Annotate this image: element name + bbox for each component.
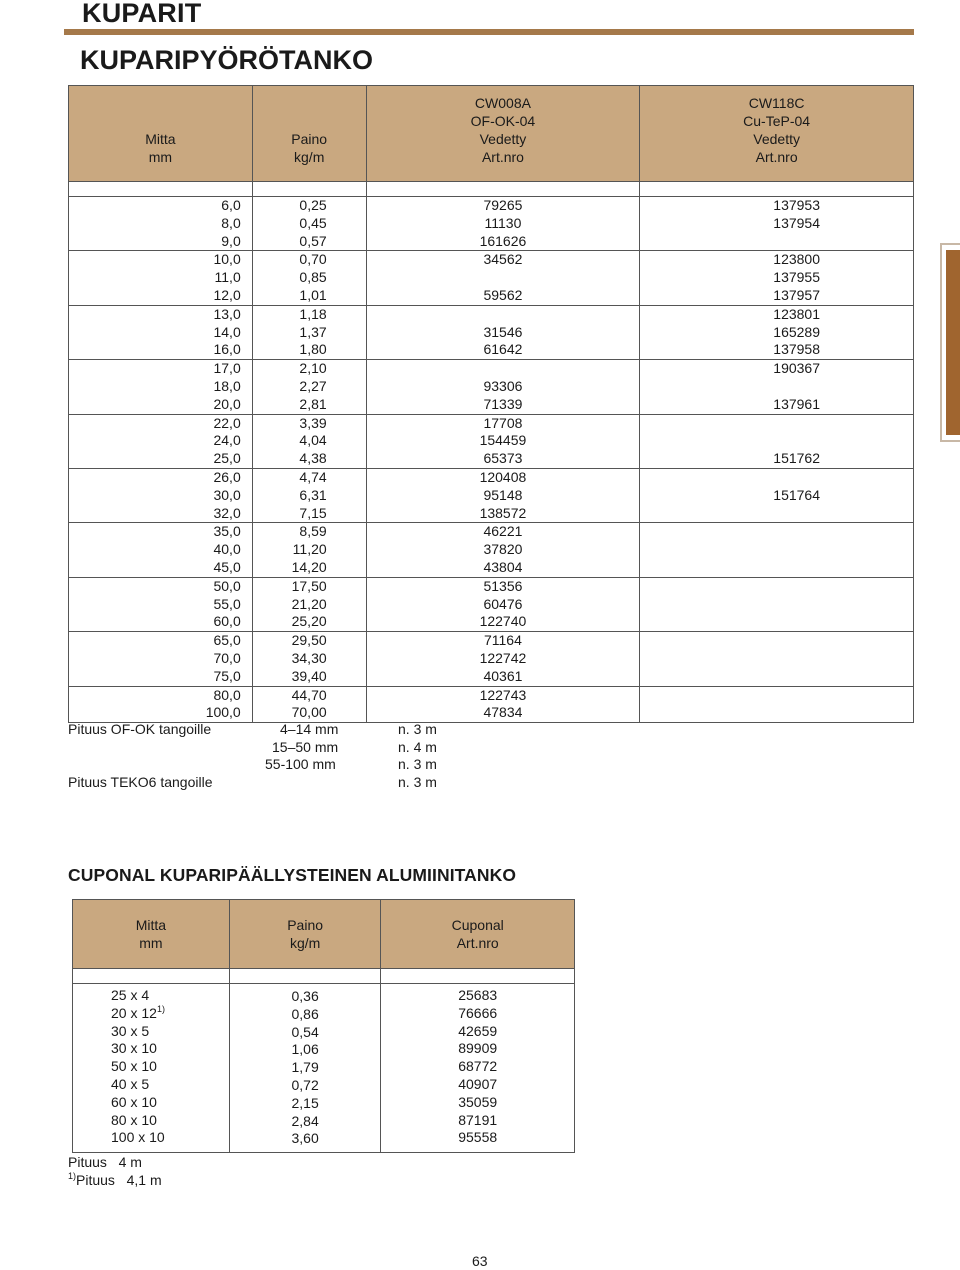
cuponal-art-value: 76666 <box>458 1004 498 1021</box>
table-cell-value: 8,0 <box>221 214 241 231</box>
table-cell-value: 17708 <box>483 414 523 431</box>
table-cell-value: 20,0 <box>213 395 241 412</box>
table-cell-value: 26,0 <box>213 468 241 485</box>
cw008a-cell <box>366 577 640 631</box>
table-cell-value: 14,0 <box>213 323 241 340</box>
cuponal-paino-value: 3,60 <box>291 1130 319 1147</box>
table-cell-value: 123800 <box>773 251 820 268</box>
table-cell-value: 100,0 <box>205 704 241 721</box>
mitta-cell <box>69 523 253 577</box>
table-cell-value: 13,0 <box>213 305 241 322</box>
mitta-cell <box>69 468 253 522</box>
table-cell-value: 17,0 <box>213 360 241 377</box>
cw118c-cell <box>640 360 914 414</box>
cuponal-mitta-value <box>111 1023 229 1041</box>
table-cell-value: 122743 <box>479 686 527 703</box>
table-cell-value: 34,30 <box>291 649 327 666</box>
cuponal-mitta-text: 20 x 12 <box>111 1004 157 1021</box>
cw118c-cell <box>640 686 914 723</box>
table-cell-value: 3,39 <box>299 414 327 431</box>
length-value-2: n. 4 m <box>398 739 437 755</box>
section-title: KUPARIT <box>82 0 202 28</box>
table-cell-value: 60,0 <box>213 613 241 630</box>
table-row-group <box>69 414 914 468</box>
cuponal-mitta-text: 80 x 10 <box>111 1111 157 1128</box>
table-cell-value: 71164 <box>483 632 522 649</box>
table-cell-value: 7,15 <box>299 504 327 521</box>
table-cell-value: 11130 <box>484 214 522 231</box>
table-cell-value: 31546 <box>483 323 523 340</box>
header-line: mm <box>139 935 163 951</box>
cuponal-length-label-2: Pituus <box>76 1172 115 1188</box>
table-cell-value <box>640 668 820 686</box>
table-cell-value <box>640 578 820 596</box>
table-cell-value <box>640 650 820 668</box>
cuponal-mitta-value <box>111 1129 229 1147</box>
cuponal-paino-value: 1,06 <box>291 1041 319 1058</box>
paino-cell <box>252 197 366 251</box>
length-range-1: 4–14 mm <box>280 721 339 737</box>
header-line: kg/m <box>289 935 321 951</box>
table-cell-value: 37820 <box>483 541 523 558</box>
header-cw008a <box>366 86 640 182</box>
cuponal-art-value: 89909 <box>458 1040 498 1057</box>
cw118c-cell <box>640 305 914 359</box>
table-cell-value: 18,0 <box>213 377 241 394</box>
cuponal-paino-col <box>229 984 381 1153</box>
cuponal-mitta-text: 30 x 10 <box>111 1040 157 1057</box>
cuponal-length-value: 4 m <box>118 1154 142 1170</box>
table-cell-value: 10,0 <box>213 251 241 268</box>
table-cell-value: 95148 <box>483 486 523 503</box>
cuponal-art-value: 40907 <box>458 1075 498 1092</box>
mitta-cell <box>69 197 253 251</box>
cuponal-art-value: 95558 <box>458 1129 498 1146</box>
table-cell-value <box>640 632 820 650</box>
cuponal-spacer <box>73 969 575 984</box>
header-mitta <box>69 86 253 182</box>
cuponal-art-value: 25683 <box>458 987 498 1003</box>
cuponal-art-value: 68772 <box>458 1058 498 1075</box>
table-cell-value: 0,85 <box>299 269 327 286</box>
table-cell-value: 137957 <box>773 286 820 303</box>
cuponal-paino-value: 2,84 <box>291 1112 319 1129</box>
header-line: mm <box>148 149 173 165</box>
table-cell-value: 11,0 <box>214 269 241 286</box>
table-cell-value: 138572 <box>479 504 527 521</box>
table-cell-value: 11,20 <box>292 541 327 558</box>
table-row-group <box>69 251 914 305</box>
cuponal-paino-value: 0,36 <box>291 988 319 1004</box>
table-cell-value: 1,37 <box>299 323 327 340</box>
table-cell-value <box>640 469 820 487</box>
length-value-4: n. 3 m <box>398 774 437 790</box>
table-cell-value: 6,0 <box>221 197 241 213</box>
cuponal-mitta-text: 25 x 4 <box>111 987 150 1003</box>
cw008a-cell <box>366 414 640 468</box>
table-cell-value <box>640 704 820 722</box>
cuponal-mitta-text: 50 x 10 <box>111 1058 157 1075</box>
table-cell-value: 1,18 <box>299 305 327 322</box>
table-cell-value: 39,40 <box>291 667 327 684</box>
header-line: Art.nro <box>456 935 499 951</box>
table-cell-value: 55,0 <box>213 595 241 612</box>
cuponal-length-note-2 <box>68 1171 162 1189</box>
cw008a-cell <box>366 468 640 522</box>
length-range-3: 55-100 mm <box>265 756 336 772</box>
cuponal-length-label: Pituus <box>68 1154 107 1170</box>
table-cell-value: 137955 <box>773 269 820 286</box>
table-cell-value: 6,31 <box>299 486 327 503</box>
header-line: Mitta <box>145 131 176 147</box>
header-line: CW008A <box>474 95 531 111</box>
table-cell-value: 47834 <box>483 704 523 721</box>
table-row-group <box>69 197 914 251</box>
cuponal-mitta-text: 30 x 5 <box>111 1022 150 1039</box>
mitta-cell <box>69 632 253 686</box>
table-cell-value: 32,0 <box>213 504 241 521</box>
table-cell-value: 122740 <box>479 613 527 630</box>
table-cell-value: 60476 <box>483 595 523 612</box>
table-cell-value: 79265 <box>483 197 523 213</box>
table-cell-value: 137958 <box>773 341 820 358</box>
table-cell-value: 24,0 <box>213 432 241 449</box>
table-cell-value <box>640 505 820 523</box>
table-cell-value: 75,0 <box>213 667 241 684</box>
paino-cell <box>252 686 366 723</box>
footnote-marker: 1) <box>156 1003 165 1014</box>
table-cell-value: 35,0 <box>213 523 241 540</box>
table-cell-value: 122742 <box>479 649 527 666</box>
table-cell-value: 25,0 <box>213 450 241 467</box>
table-row-group <box>69 305 914 359</box>
table-cell-value: 0,45 <box>299 214 327 231</box>
table-cell-value <box>640 523 820 541</box>
table-row-group <box>69 577 914 631</box>
cw118c-cell <box>640 197 914 251</box>
table-cell-value: 9,0 <box>221 232 241 249</box>
table-cell-value: 137961 <box>773 395 820 412</box>
cuponal-paino-value: 0,54 <box>291 1023 319 1040</box>
paino-cell <box>252 632 366 686</box>
cuponal-art-value: 35059 <box>458 1093 498 1110</box>
table-cell-value <box>640 559 820 577</box>
mitta-cell <box>69 577 253 631</box>
cuponal-mitta-value <box>111 1005 229 1023</box>
cuponal-table <box>72 899 575 1153</box>
table-cell-value: 4,38 <box>299 450 327 467</box>
cuponal-mitta-value <box>111 1076 229 1094</box>
cuponal-paino-value: 0,72 <box>291 1076 319 1093</box>
cuponal-mitta-value <box>111 1040 229 1058</box>
table-cell-value: 70,0 <box>213 649 241 666</box>
header-line: Paino <box>291 131 328 147</box>
cuponal-mitta-col <box>73 984 230 1153</box>
table-cell-value: 29,50 <box>291 632 327 649</box>
table-header-row <box>69 86 914 182</box>
table-cell-value: 2,81 <box>299 395 327 412</box>
header-line: Mitta <box>135 917 167 933</box>
table-cell-value: 4,04 <box>299 432 327 449</box>
cuponal-mitta-text: 60 x 10 <box>111 1093 157 1110</box>
table-cell-value: 123801 <box>773 305 820 322</box>
header-cw118c <box>640 86 914 182</box>
header-line: Cuponal <box>451 917 504 933</box>
table-cell-value: 46221 <box>483 523 523 540</box>
table-row-group <box>69 468 914 522</box>
of-ok-length-label: Pituus OF-OK tangoille <box>68 721 212 737</box>
header-line: Paino <box>287 917 324 933</box>
table-cell-value: 17,50 <box>291 577 327 594</box>
table-cell-value: 1,01 <box>299 286 327 303</box>
header-line: kg/m <box>294 149 325 165</box>
table-cell-value: 1,80 <box>299 341 327 358</box>
table-cell-value <box>640 233 820 251</box>
mitta-cell <box>69 414 253 468</box>
cuponal-paino-value: 0,86 <box>291 1005 319 1022</box>
teko6-length-label: Pituus TEKO6 tangoille <box>68 774 213 790</box>
table-cell-value: 25,20 <box>291 613 327 630</box>
table-cell-value: 34562 <box>483 251 523 268</box>
copper-rod-table <box>68 85 914 723</box>
table-cell-value: 30,0 <box>213 486 241 503</box>
table-cell-value <box>367 306 640 324</box>
cw008a-cell <box>366 197 640 251</box>
paino-cell <box>252 360 366 414</box>
table-cell-value: 93306 <box>483 377 523 394</box>
table-cell-value: 14,20 <box>291 558 327 575</box>
section-divider <box>64 29 914 35</box>
cuponal-paino-value: 1,79 <box>291 1059 319 1076</box>
table-cell-value: 65,0 <box>213 632 241 649</box>
cuponal-paino-value: 2,15 <box>291 1094 319 1111</box>
header-line: OF-OK-04 <box>470 113 536 129</box>
table-cell-value <box>640 541 820 559</box>
cw118c-cell <box>640 468 914 522</box>
table-cell-value: 165289 <box>773 323 820 340</box>
cuponal-body <box>73 984 575 1153</box>
table-cell-value <box>640 415 820 433</box>
side-tab-marker <box>946 250 960 435</box>
table-cell-value: 4,74 <box>299 468 327 485</box>
cuponal-header-mitta <box>73 900 230 969</box>
table-cell-value <box>640 613 820 631</box>
cw008a-cell <box>366 305 640 359</box>
header-spacer <box>69 182 914 197</box>
page-title: KUPARIPYÖRÖTANKO <box>80 45 374 75</box>
table-row-group <box>69 360 914 414</box>
table-cell-value: 43804 <box>483 558 523 575</box>
mitta-cell <box>69 305 253 359</box>
table-cell-value: 0,70 <box>299 251 327 268</box>
table-cell-value: 44,70 <box>291 686 327 703</box>
table-row-group <box>69 632 914 686</box>
table-cell-value: 59562 <box>483 286 523 303</box>
cuponal-mitta-value <box>111 1094 229 1112</box>
page-number: 63 <box>472 1253 488 1269</box>
cuponal-mitta-value <box>111 987 229 1005</box>
table-cell-value: 151762 <box>773 450 820 467</box>
table-cell-value: 190367 <box>773 360 820 377</box>
cw118c-cell <box>640 414 914 468</box>
header-line: CW118C <box>748 95 805 111</box>
cuponal-length-value-2: 4,1 m <box>126 1172 162 1188</box>
cuponal-art-value: 87191 <box>458 1111 498 1128</box>
table-cell-value: 70,00 <box>291 704 327 721</box>
table-cell-value: 61642 <box>483 341 523 358</box>
cw118c-cell <box>640 251 914 305</box>
header-paino <box>252 86 366 182</box>
table-cell-value: 2,27 <box>299 377 327 394</box>
table-cell-value: 151764 <box>773 486 820 503</box>
header-line: Art.nro <box>481 149 524 165</box>
table-cell-value <box>640 687 820 705</box>
table-cell-value <box>640 378 820 396</box>
cuponal-mitta-value <box>111 1112 229 1130</box>
table-cell-value: 0,25 <box>299 197 327 213</box>
table-cell-value <box>367 360 640 378</box>
table-cell-value: 21,20 <box>291 595 327 612</box>
cw008a-cell <box>366 686 640 723</box>
table-cell-value: 50,0 <box>213 577 241 594</box>
header-line: Art.nro <box>755 149 798 165</box>
cuponal-header-row <box>73 900 575 969</box>
table-cell-value: 71339 <box>483 395 523 412</box>
paino-cell <box>252 523 366 577</box>
table-cell-value: 80,0 <box>213 686 241 703</box>
footnote-marker: 1) <box>68 1171 77 1181</box>
table-cell-value: 154459 <box>479 432 527 449</box>
cw008a-cell <box>366 360 640 414</box>
table-cell-value: 40361 <box>483 667 523 684</box>
cuponal-title: CUPONAL KUPARIPÄÄLLYSTEINEN ALUMIINITANKO <box>68 865 517 885</box>
table-cell-value: 8,59 <box>299 523 327 540</box>
header-line: Vedetty <box>753 131 800 147</box>
mitta-cell <box>69 686 253 723</box>
table-cell-value: 0,57 <box>299 232 327 249</box>
paino-cell <box>252 577 366 631</box>
table-cell-value <box>640 596 820 614</box>
table-cell-value <box>367 269 640 287</box>
cuponal-header-art <box>381 900 575 969</box>
table-row-group <box>69 523 914 577</box>
table-cell-value: 161626 <box>479 232 527 249</box>
table-cell-value: 120408 <box>479 468 527 485</box>
header-line: Vedetty <box>479 131 527 147</box>
paino-cell <box>252 251 366 305</box>
table-cell-value: 2,10 <box>299 360 327 377</box>
cuponal-art-col <box>381 984 575 1153</box>
cw118c-cell <box>640 577 914 631</box>
cw118c-cell <box>640 523 914 577</box>
table-cell-value: 137953 <box>773 197 820 213</box>
table-cell-value <box>640 432 820 450</box>
paino-cell <box>252 468 366 522</box>
length-value-1: n. 3 m <box>398 721 437 737</box>
table-cell-value: 40,0 <box>213 541 241 558</box>
header-line: Cu-TeP-04 <box>743 113 811 129</box>
cw118c-cell <box>640 632 914 686</box>
cuponal-mitta-value <box>111 1058 229 1076</box>
cw008a-cell <box>366 632 640 686</box>
cuponal-length-note <box>68 1153 142 1171</box>
table-row-group <box>69 686 914 723</box>
cw008a-cell <box>366 251 640 305</box>
table-cell-value: 16,0 <box>213 341 241 358</box>
length-value-3: n. 3 m <box>398 756 437 772</box>
table-cell-value: 51356 <box>483 577 523 594</box>
table-cell-value: 12,0 <box>213 286 241 303</box>
table-cell-value: 45,0 <box>213 558 241 575</box>
cuponal-mitta-text: 100 x 10 <box>111 1129 165 1146</box>
table-cell-value: 137954 <box>773 214 820 231</box>
cuponal-mitta-text: 40 x 5 <box>111 1075 150 1092</box>
paino-cell <box>252 414 366 468</box>
table-cell-value: 65373 <box>483 450 523 467</box>
length-range-2: 15–50 mm <box>272 739 339 755</box>
paino-cell <box>252 305 366 359</box>
cw008a-cell <box>366 523 640 577</box>
mitta-cell <box>69 360 253 414</box>
cuponal-art-value: 42659 <box>458 1022 498 1039</box>
cuponal-header-paino <box>229 900 381 969</box>
mitta-cell <box>69 251 253 305</box>
table-cell-value: 22,0 <box>213 414 241 431</box>
